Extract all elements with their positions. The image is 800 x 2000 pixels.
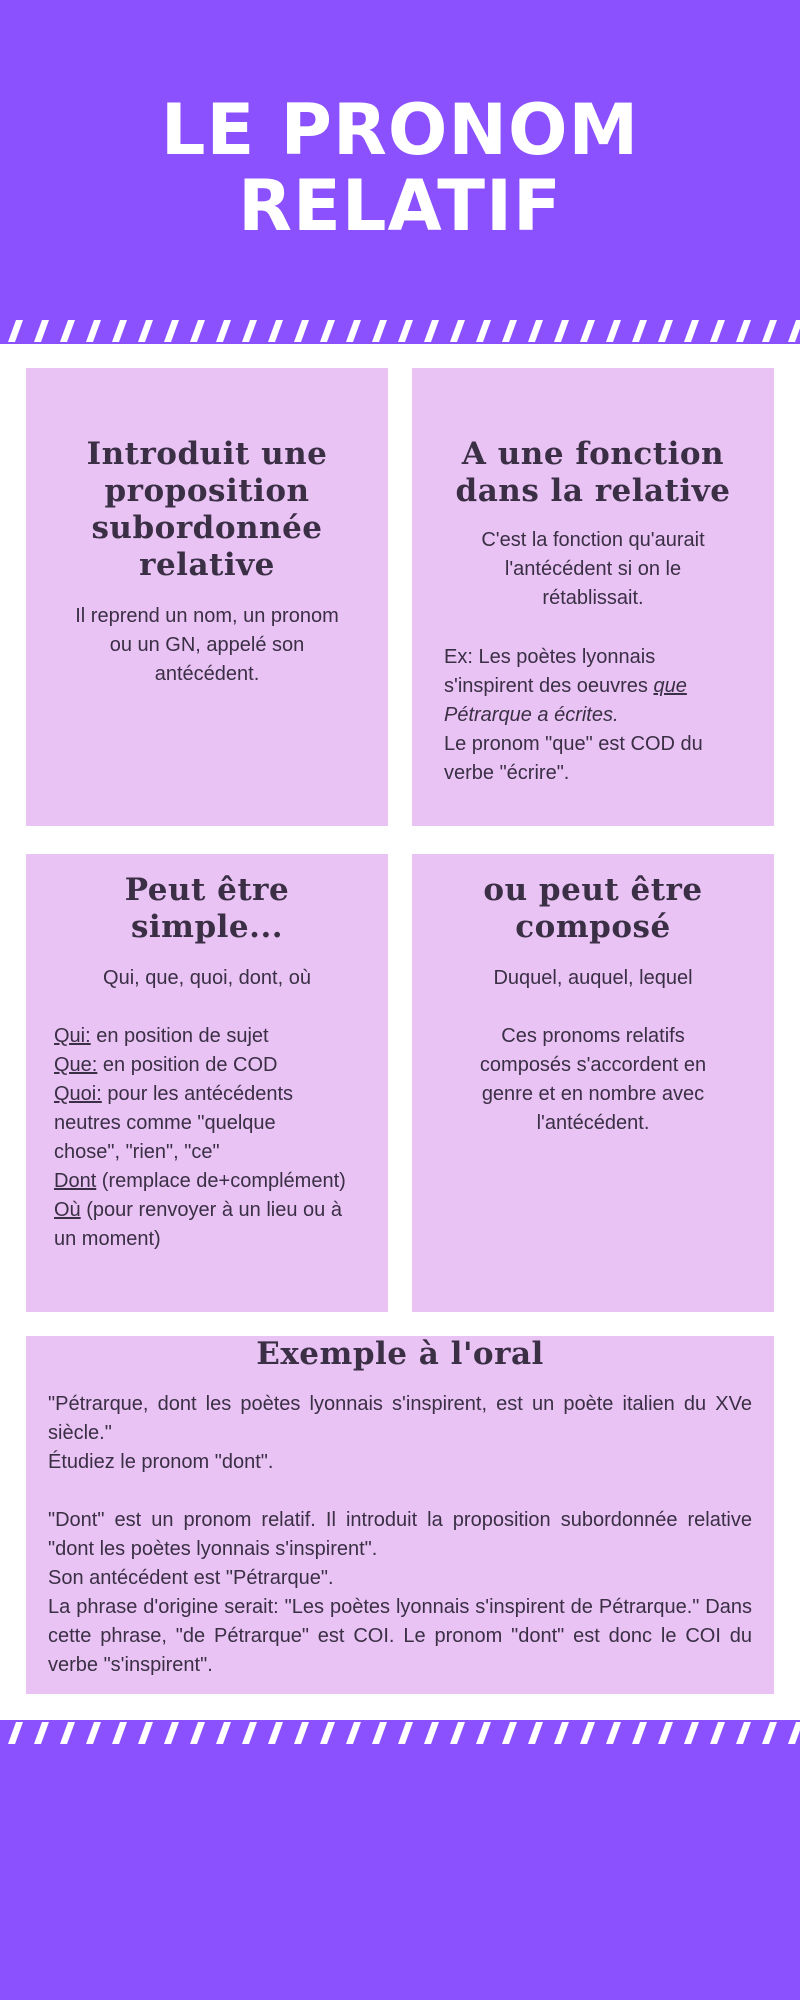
spacer bbox=[48, 1477, 752, 1506]
term: Que: bbox=[54, 1054, 98, 1076]
stripe-dash bbox=[138, 1722, 153, 1744]
example-quote: "Pétrarque, dont les poètes lyonnais s'inspirent, est un poète italien du XVe siècle." bbox=[48, 1393, 752, 1444]
term-text: en position de COD bbox=[97, 1054, 278, 1076]
term-text: en position de sujet bbox=[90, 1025, 269, 1047]
stripe-dash bbox=[86, 320, 101, 342]
stripe-dash bbox=[424, 320, 439, 342]
stripe-dash bbox=[86, 1722, 101, 1744]
stripe-dash bbox=[190, 320, 205, 342]
card-title bbox=[26, 872, 388, 946]
stripe-dash bbox=[216, 320, 231, 342]
card-title-line: A une fonction bbox=[461, 436, 725, 472]
stripe-dash bbox=[658, 320, 673, 342]
stripe-dash bbox=[372, 320, 387, 342]
answer-paragraph: La phrase d'origine serait: "Les poètes lyonnais s'inspirent de Pétrarque." Dans cette phrase, "de Pétrarque" est COI. Le pronom "dont" est donc le COI du verbe "s'inspirent". bbox=[48, 1596, 752, 1676]
stripe-dash bbox=[684, 1722, 699, 1744]
stripe-dash bbox=[372, 1722, 387, 1744]
body-line: Ces pronoms relatifs bbox=[501, 1025, 685, 1047]
definition-continuation: chose", "rien", "ce" bbox=[54, 1141, 220, 1163]
stripe-dash bbox=[60, 320, 75, 342]
term: Dont bbox=[54, 1170, 97, 1192]
stripe-dash bbox=[632, 320, 647, 342]
stripe-dash bbox=[34, 1722, 49, 1744]
stripe-dash bbox=[398, 320, 413, 342]
stripe-dash bbox=[528, 1722, 543, 1744]
stripe-dash bbox=[294, 1722, 309, 1744]
card-title-line: subordonnée bbox=[91, 510, 323, 546]
stripe-dash bbox=[710, 320, 725, 342]
term: Qui: bbox=[54, 1025, 91, 1047]
term-text: (remplace de+complément) bbox=[96, 1170, 346, 1192]
body-line: rétablissait. bbox=[542, 587, 644, 609]
card-body bbox=[412, 1022, 774, 1138]
stripe-dash bbox=[684, 320, 699, 342]
pronoun-definitions bbox=[54, 1022, 388, 1254]
stripe-dash bbox=[346, 320, 361, 342]
card-title: Exemple à l'oral bbox=[256, 1336, 544, 1372]
definition-dont bbox=[54, 1167, 388, 1196]
stripe-dash bbox=[112, 320, 127, 342]
card-title-line: Introduit une bbox=[86, 436, 328, 472]
stripe-dash bbox=[632, 1722, 647, 1744]
header-banner bbox=[0, 0, 800, 318]
stripe-dash bbox=[528, 320, 543, 342]
stripe-dash bbox=[242, 320, 257, 342]
card-body bbox=[26, 602, 388, 689]
example-text: s'inspirent des oeuvres bbox=[444, 675, 654, 697]
definition-quoi bbox=[54, 1080, 388, 1109]
definition-qui bbox=[54, 1022, 388, 1051]
card-example bbox=[444, 643, 764, 788]
stripe-dash bbox=[554, 320, 569, 342]
stripe-dash bbox=[190, 1722, 205, 1744]
term: Quoi: bbox=[54, 1083, 102, 1105]
stripe-divider-top bbox=[0, 318, 800, 344]
stripe-dash bbox=[606, 320, 621, 342]
term-text: pour les antécédents bbox=[101, 1083, 294, 1105]
stripe-dash bbox=[268, 320, 283, 342]
stripe-dash bbox=[502, 320, 517, 342]
card-title-line: ou peut être bbox=[483, 872, 703, 908]
definition-continuation: neutres comme "quelque bbox=[54, 1112, 276, 1134]
stripe-dash bbox=[606, 1722, 621, 1744]
card-introduces-subordinate bbox=[26, 368, 388, 826]
card-title-line: composé bbox=[515, 909, 671, 945]
answer-paragraph: Son antécédent est "Pétrarque". bbox=[48, 1567, 334, 1589]
body-line: composés s'accordent en bbox=[479, 1054, 707, 1076]
stripe-dash bbox=[8, 320, 23, 342]
example-line: Ex: Les poètes lyonnais bbox=[444, 646, 656, 668]
stripe-dash bbox=[216, 1722, 231, 1744]
title-line-1: LE PRONOM bbox=[160, 89, 640, 171]
stripe-dash bbox=[450, 320, 465, 342]
example-line bbox=[444, 672, 764, 701]
stripe-dash bbox=[424, 1722, 439, 1744]
definition-que bbox=[54, 1051, 388, 1080]
stripe-dash bbox=[736, 1722, 751, 1744]
stripe-dash bbox=[346, 1722, 361, 1744]
compound-list: Duquel, auquel, lequel bbox=[493, 967, 693, 989]
title-line-2: RELATIF bbox=[238, 165, 562, 247]
stripe-dash bbox=[658, 1722, 673, 1744]
pronoun-list: Qui, que, quoi, dont, où bbox=[103, 967, 311, 989]
stripe-dash bbox=[736, 320, 751, 342]
body-line: antécédent. bbox=[154, 663, 260, 685]
stripe-dash bbox=[476, 320, 491, 342]
explanation-line: verbe "écrire". bbox=[444, 762, 570, 784]
example-highlight: que bbox=[653, 675, 687, 697]
stripe-dash bbox=[762, 1722, 777, 1744]
footer-banner bbox=[0, 1746, 800, 2000]
stripe-dash bbox=[34, 320, 49, 342]
example-line: Pétrarque a écrites. bbox=[444, 704, 619, 726]
stripe-dash bbox=[164, 1722, 179, 1744]
card-compound-pronouns bbox=[412, 854, 774, 1312]
stripe-dash bbox=[398, 1722, 413, 1744]
body-line: l'antécédent. bbox=[536, 1112, 650, 1134]
stripe-dash bbox=[710, 1722, 725, 1744]
card-intro bbox=[412, 526, 774, 613]
stripe-dash bbox=[450, 1722, 465, 1744]
stripe-dash bbox=[320, 1722, 335, 1744]
stripe-dash bbox=[242, 1722, 257, 1744]
stripe-dash bbox=[788, 1722, 800, 1744]
body-line: Il reprend un nom, un pronom bbox=[75, 605, 339, 627]
term-text: (pour renvoyer à un lieu ou à bbox=[80, 1199, 342, 1221]
card-simple-pronouns bbox=[26, 854, 388, 1312]
term: Où bbox=[54, 1199, 81, 1221]
card-body bbox=[48, 1390, 752, 1680]
card-title bbox=[26, 436, 388, 584]
body-line: l'antécédent si on le bbox=[504, 558, 682, 580]
body-line: genre et en nombre avec bbox=[481, 1083, 705, 1105]
stripe-dash bbox=[268, 1722, 283, 1744]
stripe-dash bbox=[580, 320, 595, 342]
stripe-dash bbox=[138, 320, 153, 342]
stripe-dash bbox=[60, 1722, 75, 1744]
stripe-dash bbox=[320, 320, 335, 342]
stripe-dash bbox=[294, 320, 309, 342]
card-title-line: relative bbox=[139, 547, 275, 583]
card-function-in-relative bbox=[412, 368, 774, 826]
card-title bbox=[412, 436, 774, 510]
card-title-line: Peut être bbox=[124, 872, 290, 908]
definition-ou bbox=[54, 1196, 388, 1225]
definition-continuation: un moment) bbox=[54, 1228, 161, 1250]
body-line: C'est la fonction qu'aurait bbox=[481, 529, 705, 551]
page-title bbox=[0, 89, 800, 247]
stripe-dash bbox=[8, 1722, 23, 1744]
stripe-dash bbox=[476, 1722, 491, 1744]
explanation-line: Le pronom "que" est COD du bbox=[444, 733, 703, 755]
stripe-dash bbox=[502, 1722, 517, 1744]
stripe-dash bbox=[112, 1722, 127, 1744]
card-title bbox=[412, 872, 774, 946]
stripe-dash bbox=[164, 320, 179, 342]
card-title-line: dans la relative bbox=[455, 473, 731, 509]
body-line: ou un GN, appelé son bbox=[109, 634, 305, 656]
card-oral-example bbox=[26, 1336, 774, 1694]
stripe-dash bbox=[554, 1722, 569, 1744]
card-title-line: proposition bbox=[104, 473, 310, 509]
stripe-dash bbox=[788, 320, 800, 342]
stripe-dash bbox=[762, 320, 777, 342]
card-title-line: simple... bbox=[130, 909, 284, 945]
answer-paragraph: "Dont" est un pronom relatif. Il introduit la proposition subordonnée relative "dont les poètes lyonnais s'inspirent". bbox=[48, 1509, 752, 1560]
stripe-dash bbox=[580, 1722, 595, 1744]
stripe-divider-bottom bbox=[0, 1720, 800, 1746]
instruction: Étudiez le pronom "dont". bbox=[48, 1451, 274, 1473]
